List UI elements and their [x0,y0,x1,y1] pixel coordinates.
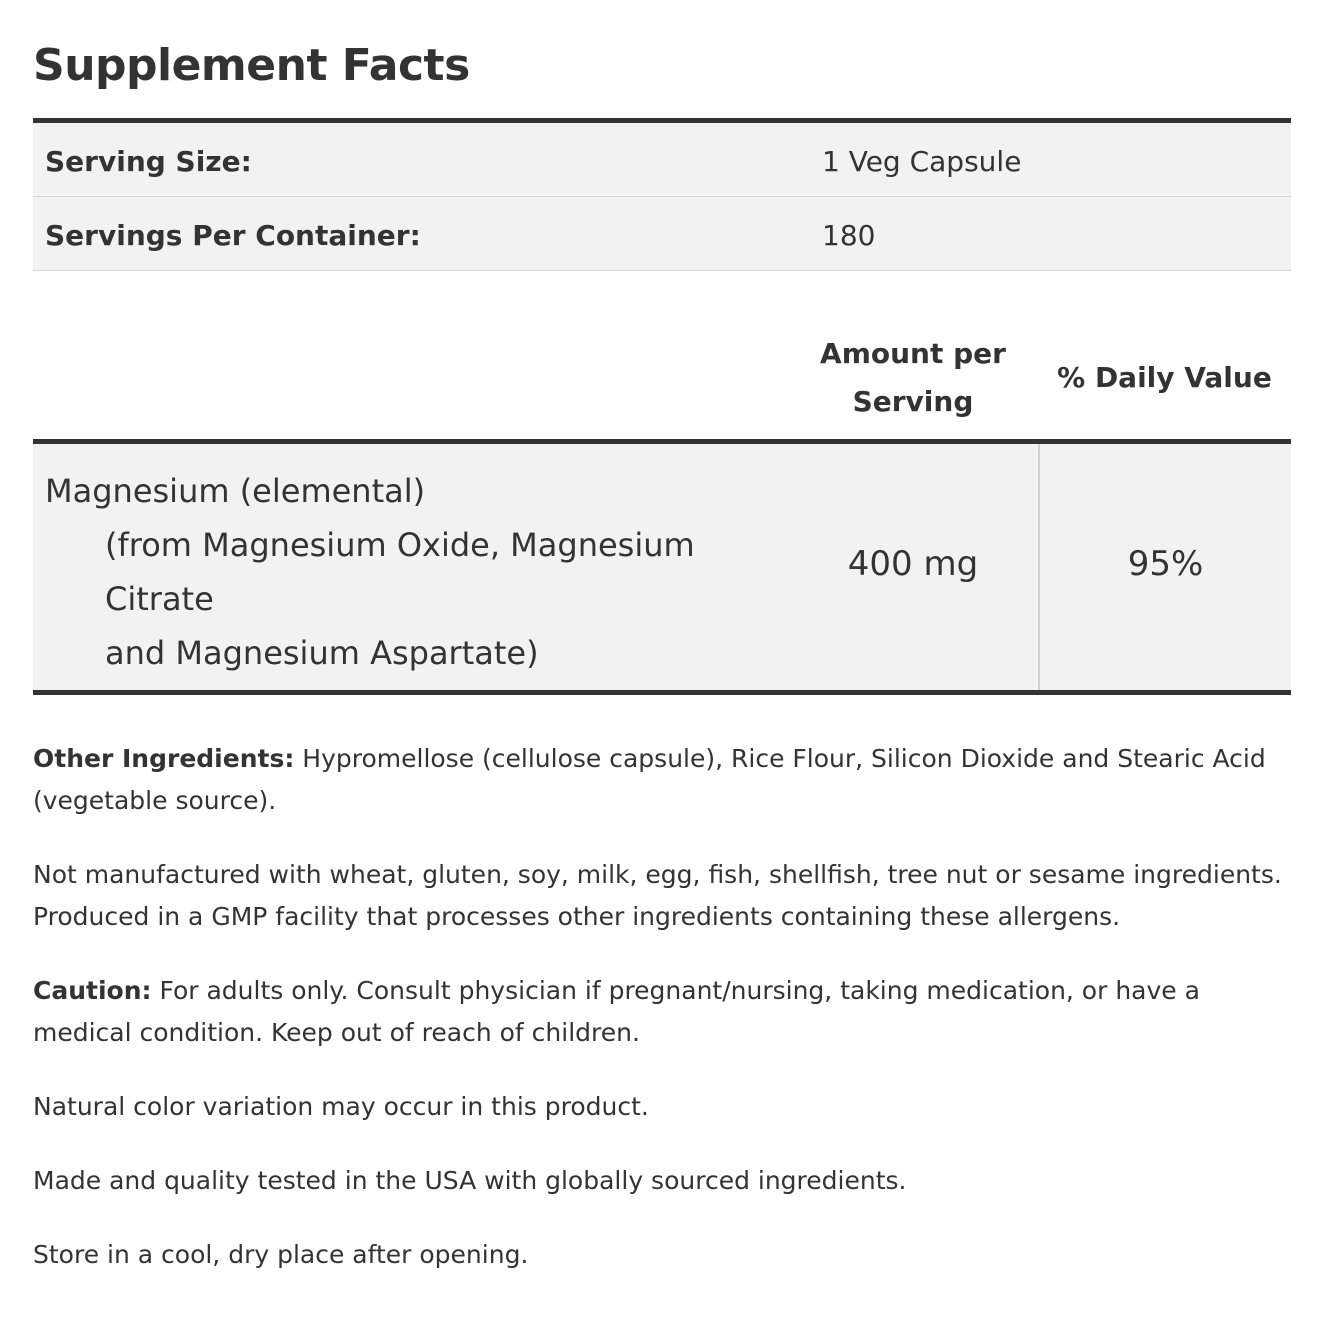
notes-section [33,738,1295,1308]
caution-statement [33,970,1295,1054]
other-ingredients [33,738,1295,822]
amount-header-line-1: Amount per [820,337,1006,370]
nutrient-amount: 400 mg [847,544,979,584]
page-title: Supplement Facts [33,40,470,91]
serving-size-value: 1 Veg Capsule [822,145,1022,178]
nutrient-source-line-1: (from Magnesium Oxide, Magnesium [105,526,695,564]
storage-note: Store in a cool, dry place after opening. [33,1240,529,1269]
serving-size-row [33,123,1291,197]
nutrient-source-line-3: and Magnesium Aspartate) [105,634,539,672]
allergen-statement: Not manufactured with wheat, gluten, soy, milk, egg, fish, shellfish, tree nut or sesame ingredients. Produced in a GMP facility that processes other ingredients containing these allergens. [33,860,1282,931]
made-in-usa-note: Made and quality tested in the USA with globally sourced ingredients. [33,1166,907,1195]
nutrient-row [33,439,1291,695]
nutrient-name: Magnesium (elemental) [45,472,426,510]
daily-value-header: % Daily Value [1057,361,1272,394]
serving-size-label: Serving Size: [45,145,252,178]
caution-text: For adults only. Consult physician if pregnant/nursing, taking medication, or have a medical condition. Keep out of reach of children. [33,976,1200,1047]
amount-per-serving-header [793,330,1033,426]
nutrient-source-line-2: Citrate [105,580,214,618]
nutrient-daily-value: 95% [1127,544,1204,584]
servings-per-container-row [33,197,1291,271]
color-variation-note: Natural color variation may occur in this product. [33,1092,649,1121]
nutrient-name-cell [45,464,745,680]
amount-header-line-2: Serving [852,385,974,418]
servings-per-container-label: Servings Per Container: [45,219,421,252]
nutrient-table-header [33,330,1291,440]
other-ingredients-label: Other Ingredients: [33,744,295,773]
other-ingredients-text: Hypromellose (cellulose capsule), Rice Flour, Silicon Dioxide and Stearic Acid (vegetable source). [33,744,1266,815]
caution-label: Caution: [33,976,152,1005]
servings-per-container-value: 180 [822,219,876,252]
serving-table [33,118,1291,271]
